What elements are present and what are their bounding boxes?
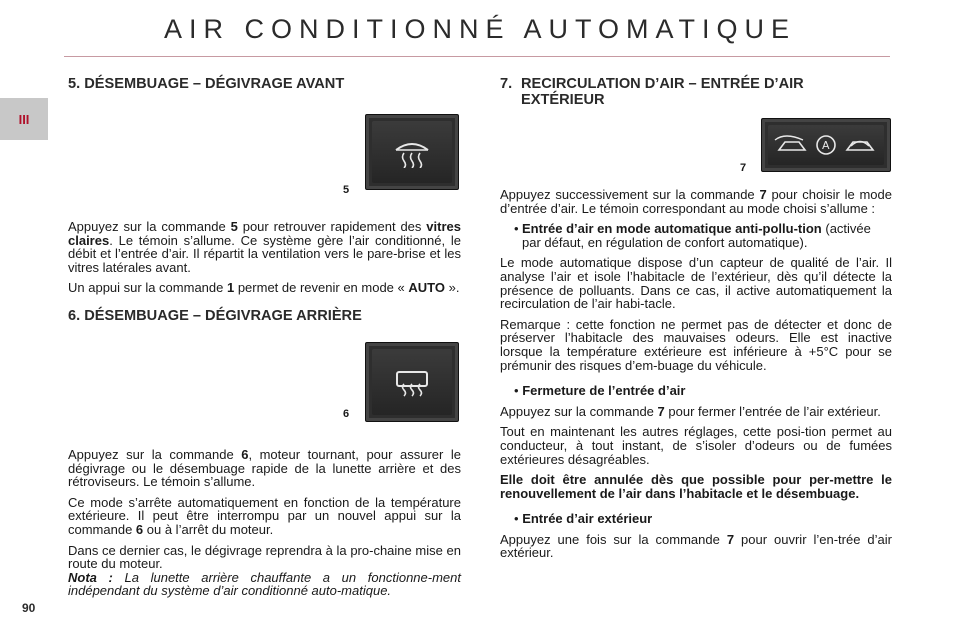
section-5-paragraph-2: Un appui sur la commande 1 permet de revenir en mode « AUTO ». [68, 280, 460, 296]
rear-defrost-icon [392, 366, 432, 398]
figure-5-label: 5 [343, 184, 350, 196]
bullet-air-exterior: • Entrée d’air extérieur [514, 511, 653, 527]
section-6-paragraph-3: Dans ce dernier cas, le dégivrage reprendra à la pro-chaine mise en route du moteur. [68, 542, 461, 572]
section-6-paragraph-1: Appuyez sur la commande 6, moteur tournant, pour assurer le dégivrage ou le désembuage rapide de la lunette arrière et des rétroviseurs. Le témoin s’allume. [68, 446, 461, 490]
section-7-paragraph-2: Le mode automatique dispose d’un capteur de qualité de l’air. Il analyse l’air et isole l’habitacle de l’extérieur, dès qu’il détecte la présence de polluants. Dans ce cas, il active automatiquement la recirculation de l’air habi-tacle. [500, 255, 892, 312]
air-recirculation-button-photo [761, 118, 891, 172]
section-7-paragraph-5: Tout en maintenant les autres réglages, cette posi-tion permet au conducteur, à tout instant, de s’isoler d’odeurs ou de fumées extérieures désagréables. [500, 424, 892, 467]
chapter-tab[interactable]: III [0, 98, 48, 140]
section-6-title: 6. DÉSEMBUAGE – DÉGIVRAGE ARRIÈRE [68, 307, 362, 324]
section-7-title: 7. RECIRCULATION D’AIR – ENTRÉE D’AIR EXTÉRIEUR [500, 76, 804, 108]
front-defrost-icon [392, 136, 432, 168]
rear-defrost-button-photo [365, 342, 459, 422]
left-column [68, 76, 461, 598]
rear-defrost-button-face [372, 349, 452, 415]
section-5-paragraph-1: Appuyez sur la commande 5 pour retrouver rapidement des vitres claires. Le témoin s’allume. Ce système gère l’air conditionné, le débit et l’entrée d’air. Il répartit la ventilation vers le pare-brise et les vitres latérales avant. [68, 219, 461, 275]
bullet-air-closed: • Fermeture de l’entrée d’air [514, 383, 686, 399]
svg-text:A: A [822, 139, 830, 152]
right-column [500, 76, 892, 567]
bullet-auto-anti-pollution: • Entrée d’air en mode automatique anti-pollu-tion (activée par défaut, en régulation de confort automatique). [514, 221, 871, 250]
figure-6-label: 6 [343, 407, 350, 420]
air-recirculation-button-face [768, 125, 884, 165]
section-7-paragraph-6: Appuyez une fois sur la commande 7 pour ouvrir l’en-trée d’air extérieur. [500, 531, 892, 561]
page-number: 90 [22, 601, 36, 615]
section-7-paragraph-1: Appuyez successivement sur la commande 7 pour choisir le mode d’entrée d’air. Le témoin correspondant au mode choisi s’allume : [500, 187, 892, 216]
figure-7-label: 7 [740, 162, 747, 174]
page-title: AIR CONDITIONNÉ AUTOMATIQUE [163, 14, 797, 44]
section-6-note: Nota : La lunette arrière chauffante a un fonctionne-ment indépendant du système d’air conditionné auto-matique. [68, 569, 461, 599]
section-6-paragraph-2: Ce mode s’arrête automatiquement en fonction de la température extérieure. Il peut être interrompu par un nouvel appui sur la commande 6 ou à l’arrêt du moteur. [68, 494, 461, 537]
front-defrost-button-photo [365, 114, 459, 190]
figure-7 [500, 114, 892, 180]
title-divider [64, 56, 890, 57]
section-7-warning: Elle doit être annulée dès que possible pour per-mettre le renouvellement de l’air dans l’habitacle et le désembuage. [500, 472, 892, 501]
figure-6 [68, 346, 461, 434]
front-defrost-button-face [372, 121, 452, 183]
figure-5 [68, 122, 461, 210]
air-recirculation-icon [771, 130, 881, 160]
section-7-paragraph-3: Remarque : cette fonction ne permet pas de détecter et donc de préserver l’habitacle des mauvaises odeurs. Elle est inactive lorsque la température extérieure est inférieure à +5°C pour se prémunir des risques d’em-buage du véhicule. [500, 316, 892, 373]
section-5-title: 5. DÉSEMBUAGE – DÉGIVRAGE AVANT [68, 76, 345, 92]
section-7-paragraph-4: Appuyez sur la commande 7 pour fermer l’entrée de l’air extérieur. [500, 403, 881, 419]
